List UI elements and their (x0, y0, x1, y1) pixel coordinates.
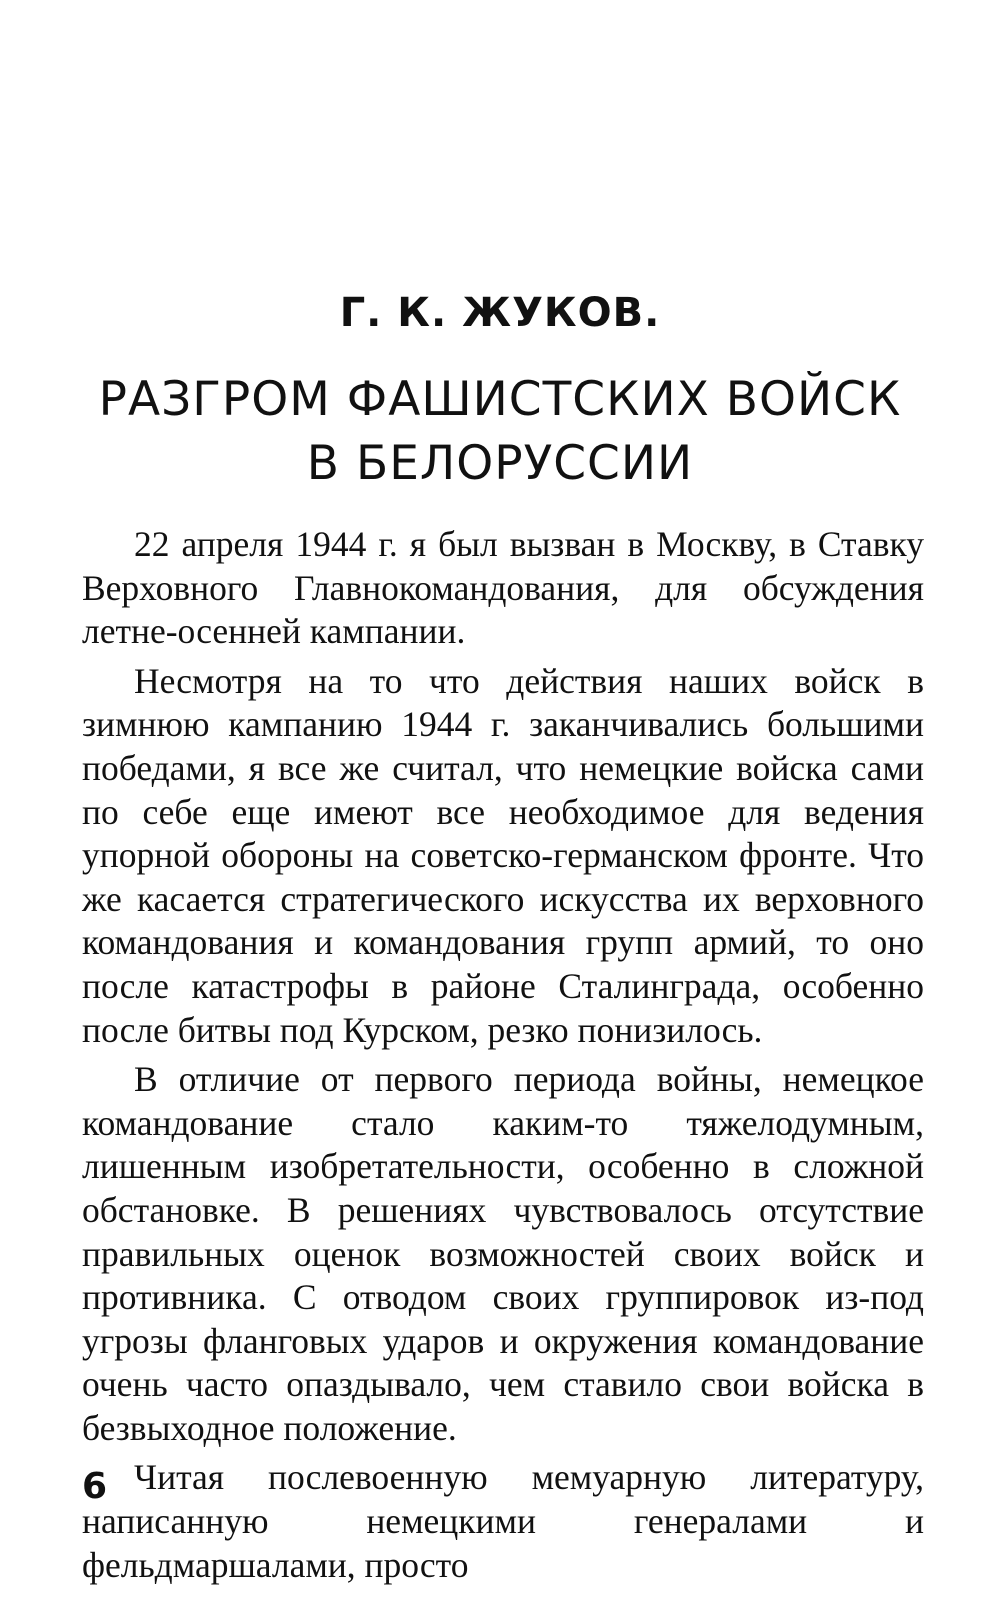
paragraph: Несмотря на то что действия наших войск в зимнюю кампанию 1944 г. заканчивались большими победами, я все же считал, что немецкие войска сами по себе еще имеют все необходимое для ведения упорной обороны на советско-германском фронте. Что же касается стратегического искусства их верховного командования и командования групп армий, то оно после катастрофы в районе Сталинграда, особенно после битвы под Курском, резко понизилось. (82, 660, 924, 1050)
body-text (82, 523, 924, 1593)
chapter-title (0, 368, 1000, 496)
paragraph: 22 апреля 1944 г. я был вызван в Москву, в Ставку Верховного Главнокомандования, для обсуждения летне-осенней кампании. (82, 524, 924, 652)
page-number: 6 (82, 1466, 108, 1507)
chapter-title-line-2: В БЕЛОРУССИИ (306, 436, 694, 491)
paragraph: В отличие от первого периода войны, немецкое командование стало каким-то тяжелодумным, лишенным изобретательности, особенно в сложной обстановке. В решениях чувствовалось отсутствие правильных оценок возможностей своих войск и противника. С отводом своих группировок из-под угрозы фланговых ударов и окружения командование очень часто опаздывало, чем ставило свои войска в безвыходное положение. (82, 1059, 924, 1448)
chapter-title-line-1: РАЗГРОМ ФАШИСТСКИХ ВОЙСК (98, 372, 902, 427)
author-name: Г. К. ЖУКОВ. (339, 290, 661, 336)
paragraph: Читая послевоенную мемуарную литературу, написанную немецкими генералами и фельдмаршалами, просто (82, 1457, 924, 1585)
